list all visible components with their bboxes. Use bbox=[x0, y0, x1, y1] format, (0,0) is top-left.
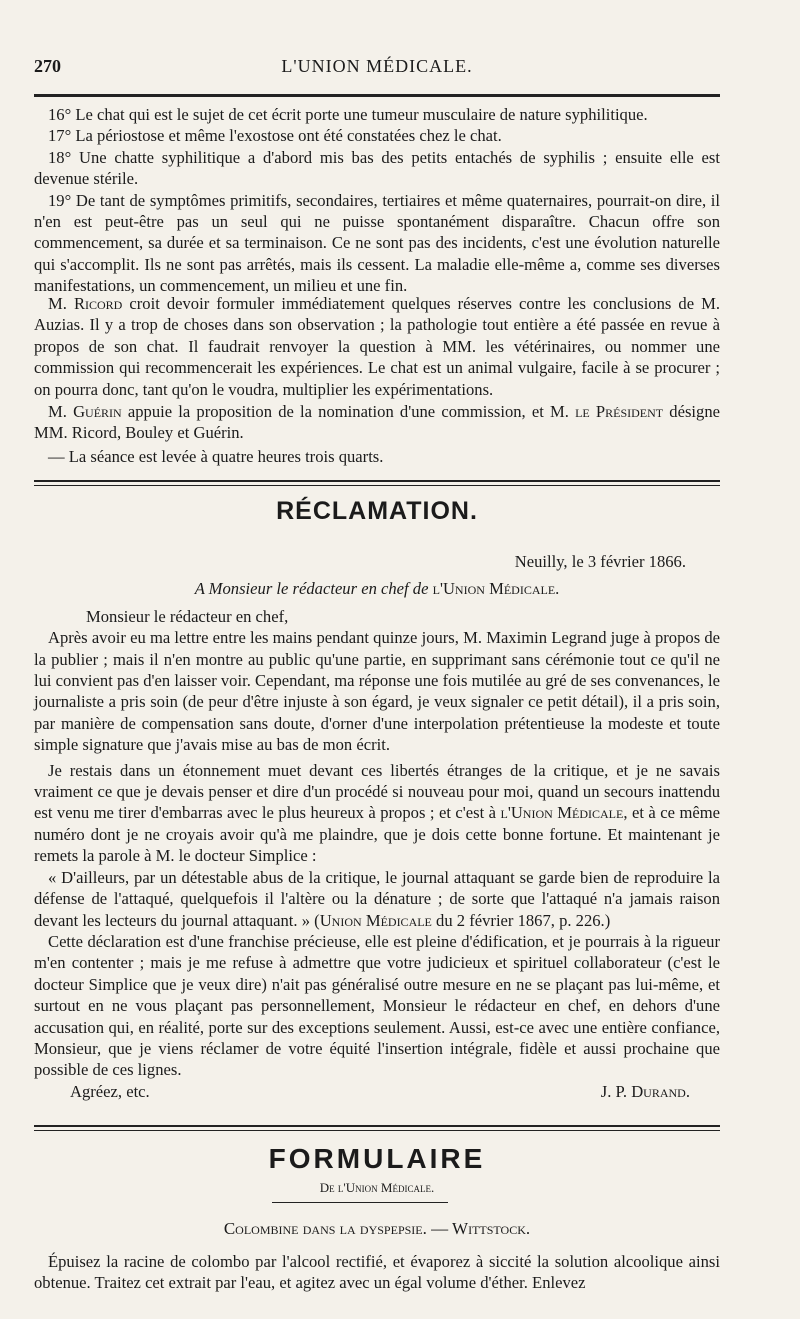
salutation: Monsieur le rédacteur en chef, bbox=[86, 606, 289, 626]
formulaire-title: FORMULAIRE bbox=[268, 1143, 486, 1174]
simplice-quote bbox=[34, 867, 720, 931]
president-name: M. le Président bbox=[550, 402, 664, 421]
running-header bbox=[34, 56, 720, 82]
p2-journal: l'Union Médicale bbox=[500, 803, 624, 823]
journal-title: L'UNION MÉDICALE. bbox=[281, 56, 473, 76]
p2-text-b: , et à ce même numéro dont je ne croyais avoir qu'à me plaindre, que je dois cette bonne fortune. Et maintenant je remets la parole à M. le docteur Simplice : bbox=[34, 803, 721, 866]
page-number: 270 bbox=[34, 56, 61, 76]
guerin-name: M. Guérin bbox=[48, 402, 122, 421]
recipe-body bbox=[34, 1251, 720, 1294]
guerin-paragraph bbox=[34, 401, 720, 444]
quote-text-b: du 2 février 1867, p. 226.) bbox=[431, 910, 611, 930]
quote-journal: Union Médicale bbox=[319, 910, 432, 930]
ricord-name: M. Ricord bbox=[48, 294, 123, 313]
ricord-paragraph bbox=[34, 293, 720, 400]
discussion-block bbox=[34, 293, 720, 400]
formulaire-subtitle bbox=[34, 1180, 720, 1196]
address-journal: l'Union Médicale. bbox=[432, 579, 560, 599]
formulaire-rule bbox=[272, 1202, 448, 1203]
seance-closing: — La séance est levée à quatre heures trois quarts. bbox=[48, 447, 384, 466]
signature-row bbox=[34, 1081, 720, 1102]
guerin-text-1: appuie la proposition de la nomination d'une commission, et bbox=[121, 402, 550, 421]
signature: J. P. Durand. bbox=[600, 1081, 690, 1101]
section-rule-1 bbox=[34, 480, 720, 486]
guerin-block bbox=[34, 401, 720, 444]
section-rule-2 bbox=[34, 1125, 720, 1131]
item-18: 18° Une chatte syphilitique a d'abord mis bas des petits entachés de syphilis ; ensuite elle est devenue stérile. bbox=[34, 147, 720, 189]
reclamation-p2 bbox=[34, 760, 720, 867]
recipe-title bbox=[34, 1218, 720, 1240]
conclusions-block bbox=[34, 104, 720, 297]
reclamation-title: RÉCLAMATION. bbox=[276, 497, 478, 525]
item-17: 17° La périostose et même l'exostose ont été constatées chez le chat. bbox=[48, 126, 502, 146]
header-rule bbox=[34, 94, 720, 97]
dateline: Neuilly, le 3 février 1866. bbox=[514, 552, 686, 571]
item-19: 19° De tant de symptômes primitifs, secondaires, tertiaires et même quaternaires, pourrait-on dire, il n'en est peut-être pas un seul qui ne puisse spontanément disparaître. Chacun offre son commencement, sa durée et sa terminaison. Ce ne sont pas des incidents, c'est une évolution naturelle qui s'accomplit. Ils ne sont pas arrêtés, mais ils cessent. La maladie elle-même a, comme ses diverses manifestations, un commencement, un milieu et une fin. bbox=[34, 190, 720, 296]
reclamation-p1: Après avoir eu ma lettre entre les mains pendant quinze jours, M. Maximin Legrand juge à propos de la publier ; mais il n'en montre au public qu'une partie, en supprimant sans cérémonie tout ce qu'il ne lui convient pas d'en laisser voir. Cependant, ma réponse une fois mutilée au gré de ses convenances, le journaliste a pris soin (de peur d'être injuste à son égard, je veux signaler ce petit détail), il a pris soin, par manière de compensation sans doute, d'orner d'une interpolation prétentieuse la modeste et toute simple signature que j'avais mise au bas de mon écrit. bbox=[34, 628, 720, 755]
item-16: 16° Le chat qui est le sujet de cet écrit porte une tumeur musculaire de nature syphilitique. bbox=[48, 105, 648, 124]
seance-block bbox=[34, 446, 720, 467]
closing-formula: Agréez, etc. bbox=[70, 1081, 150, 1101]
quote-text-a: « D'ailleurs, par un détestable abus de la critique, le journal attaquant se garde bien de reproduire la défense de l'attaqué, quelquefois il l'altère ou la dénature ; de sorte que l'attaqué n'a jamais raison devant les lecteurs du journal attaquant. » ( bbox=[34, 867, 720, 930]
ricord-text: croit devoir formuler immédiatement quelques réserves contre les conclusions de M. Auzias. Il y a trop de choses dans son observation ; la pathologie tout entière a été passée en revue à propos de son chat. Il faudrait renvoyer la question à MM. les vétérinaires, ou nommer une commission qui recommencerait les expériences. Le chat est un animal vulgaire, facile à se procurer ; on pourra donc, tant qu'on le voudra, multiplier les expérimentations. bbox=[34, 294, 720, 399]
formulaire-subtitle-text: De l'Union Médicale. bbox=[319, 1180, 435, 1195]
reclamation-p3: Cette déclaration est d'une franchise précieuse, elle est pleine d'édification, et je pourrais à la rigueur m'en contenter ; mais je me refuse à admettre que votre judicieux et spirituel collaborateur (c'est le docteur Simplice que je veux dire) n'ait pas généralisé outre mesure en ne se plaçant pas lui-même, et surtout en ne vous plaçant pas personnellement, Monsieur le rédacteur en chef, en dehors d'une accusation qui, en réalité, porte sur des exceptions seulement. Aussi, est-ce avec une entière confiance, Monsieur, que je viens réclamer de votre équité l'insertion intégrale, fidèle et aussi prochaine que possible de ces lignes. bbox=[34, 931, 720, 1080]
reclamation-body bbox=[34, 551, 720, 1102]
address-prefix: A Monsieur le rédacteur en chef de bbox=[194, 579, 433, 599]
recipe-title-text: Colombine dans la dyspepsie. — Wittstock. bbox=[223, 1219, 531, 1238]
recipe-text: Épuisez la racine de colombo par l'alcool rectifié, et évaporez à siccité la solution alcoolique ainsi obtenue. Traitez cet extrait par l'eau, et agitez avec un égal volume d'éther. Enlevez bbox=[34, 1252, 720, 1293]
address-line bbox=[34, 578, 720, 599]
p2-text-a: Je restais dans un étonnement muet devant ces libertés étranges de la critique, et je ne savais vraiment ce que je devais penser et dire d'un procédé si nouveau pour moi, quand un secours inattendu est venu me tirer d'embarras avec le plus heureux à propos ; et c'est à bbox=[34, 760, 720, 823]
guerin-text-2: désigne MM. Ricord, Bouley et Guérin. bbox=[34, 402, 720, 443]
